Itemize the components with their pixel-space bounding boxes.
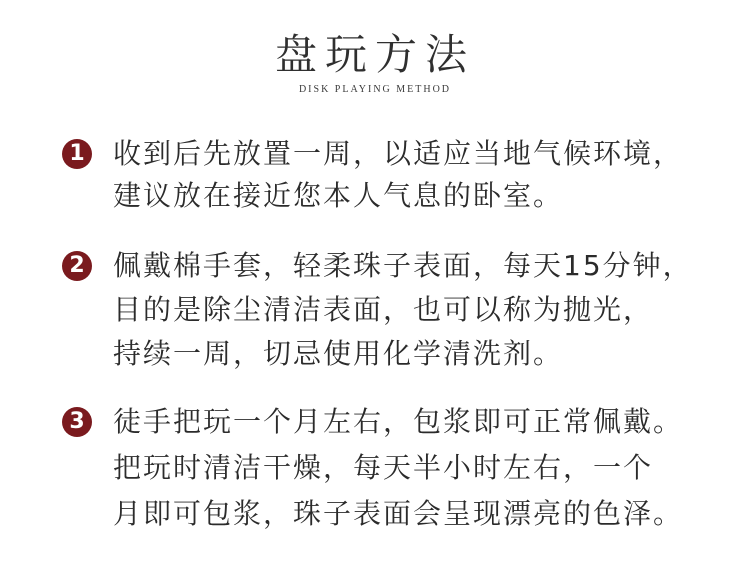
item-3-line-1: 徒手把玩一个月左右，包浆即可正常佩戴。 xyxy=(113,405,684,438)
item-2-line-3: 持续一周，切忌使用化学清洗剂。 xyxy=(113,337,564,370)
item-3-line-3: 月即可包浆，珠子表面会呈现漂亮的色泽。 xyxy=(113,497,684,530)
item-2-line-1: 佩戴棉手套，轻柔珠子表面，每天15分钟， xyxy=(113,249,693,282)
method-item-2 xyxy=(62,248,732,372)
page-title: 盘玩方法 xyxy=(274,30,475,79)
item-3-line-2: 把玩时清洁干燥，每天半小时左右，一个 xyxy=(113,451,654,484)
item-1-line-2: 建议放在接近您本人气息的卧室。 xyxy=(113,179,564,212)
page-subtitle: DISK PLAYING METHOD xyxy=(298,84,452,95)
item-2-line-2: 目的是除尘清洁表面，也可以称为抛光， xyxy=(113,293,654,326)
number-badge-2: 2 xyxy=(62,251,92,281)
method-item-3 xyxy=(62,404,732,528)
method-item-1 xyxy=(62,136,732,216)
number-badge-1: 1 xyxy=(62,139,92,169)
number-badge-3: 3 xyxy=(62,407,92,437)
item-1-line-1: 收到后先放置一周，以适应当地气候环境， xyxy=(113,137,684,170)
